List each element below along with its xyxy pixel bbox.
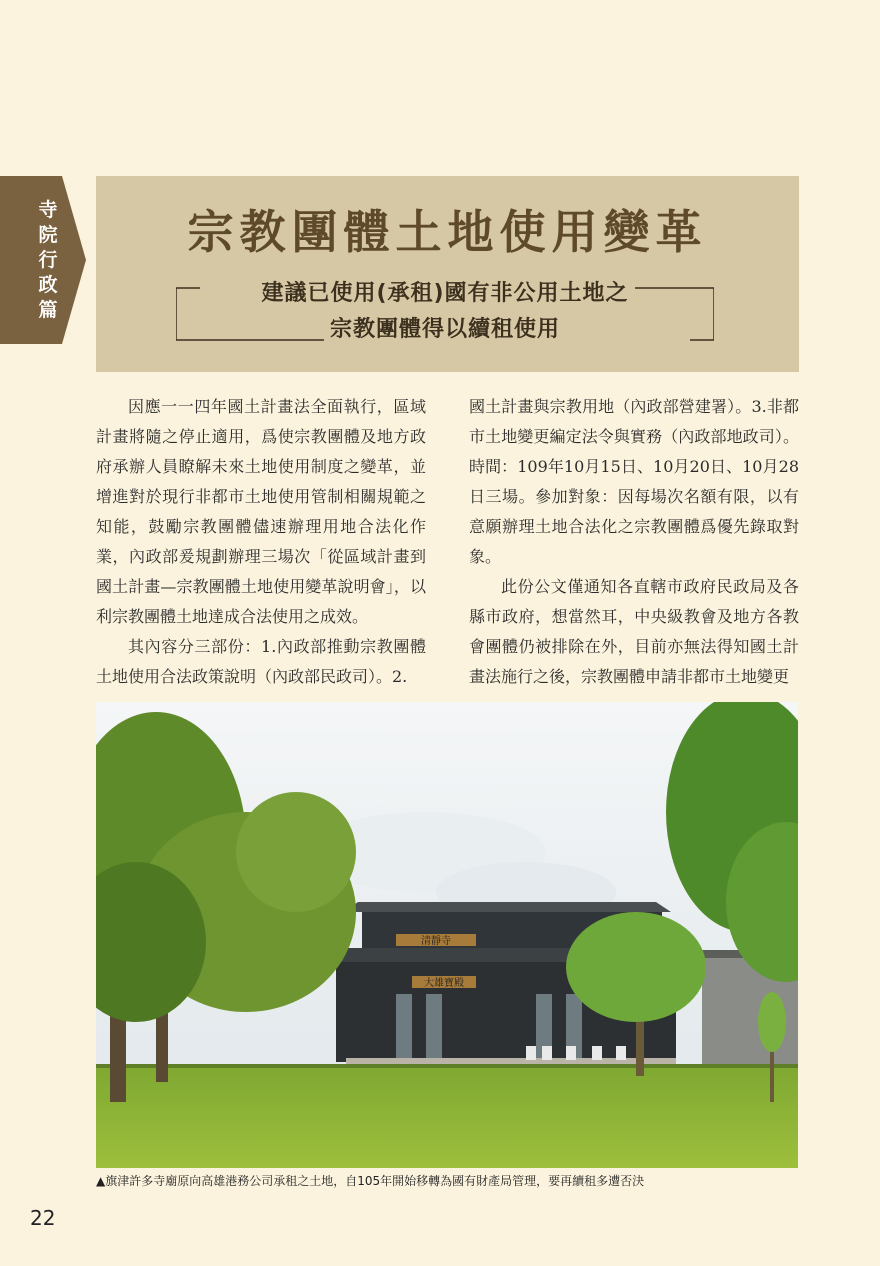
paragraph-contents-continued: 國土計畫與宗教用地（內政部營建署）。3.非都市土地變更編定法令與實務（內政部地政司）。時間：109年10月15日、10月20日、10月28日三場。參加對象：因每場次名額有限，以有意願辦理土地合法化之宗教團體爲優先錄取對象。 xyxy=(469,397,799,566)
subtitle-line-2 xyxy=(176,312,714,343)
paragraph-intro: 因應一一四年國土計畫法全面執行，區域計畫將隨之停止適用，爲使宗教團體及地方政府承辦人員瞭解未來土地使用制度之變革，並增進對於現行非都市土地使用管制相關規範之知能，鼓勵宗教團體儘速辦理用地合法化作業，內政部爰規劃辦理三場次「從區域計畫到國土計畫—宗教團體土地使用變革說明會」，以利宗教團體土地達成合法使用之成效。 xyxy=(96,397,426,626)
left-column xyxy=(96,392,426,692)
temple-photo xyxy=(96,702,798,1168)
photo-caption: ▲旗津許多寺廟原向高雄港務公司承租之土地，自105年開始移轉為國有財產局管理，要再續租多遭否決 xyxy=(96,1174,645,1188)
subtitle-line-1-text: 建議已使用(承租)國有非公用土地之 xyxy=(255,281,634,306)
right-column xyxy=(469,392,799,692)
section-tab-label: 寺院行政篇 xyxy=(38,199,58,321)
section-tab xyxy=(0,176,88,344)
article-header xyxy=(96,176,799,372)
subtitle-frame xyxy=(176,281,714,342)
plaque-lower: 大雄寶殿 xyxy=(424,978,464,989)
paragraph-notice: 此份公文僅通知各直轄市政府民政局及各縣市政府，想當然耳，中央級教會及地方各教會團體仍被排除在外，目前亦無法得知國土計畫法施行之後，宗教團體申請非都市土地變更 xyxy=(469,577,799,686)
page-number: 22 xyxy=(30,1206,56,1230)
subtitle-line-1 xyxy=(176,276,714,307)
paragraph-contents: 其內容分三部份：1.內政部推動宗教團體土地使用合法政策說明（內政部民政司）。2. xyxy=(96,637,426,686)
temple-photo-illustration xyxy=(96,702,798,1168)
plaque-upper: 清靜寺 xyxy=(421,936,451,947)
article-title: 宗教團體土地使用變革 xyxy=(187,205,708,259)
subtitle-line-2-text: 宗教團體得以續租使用 xyxy=(324,317,566,342)
